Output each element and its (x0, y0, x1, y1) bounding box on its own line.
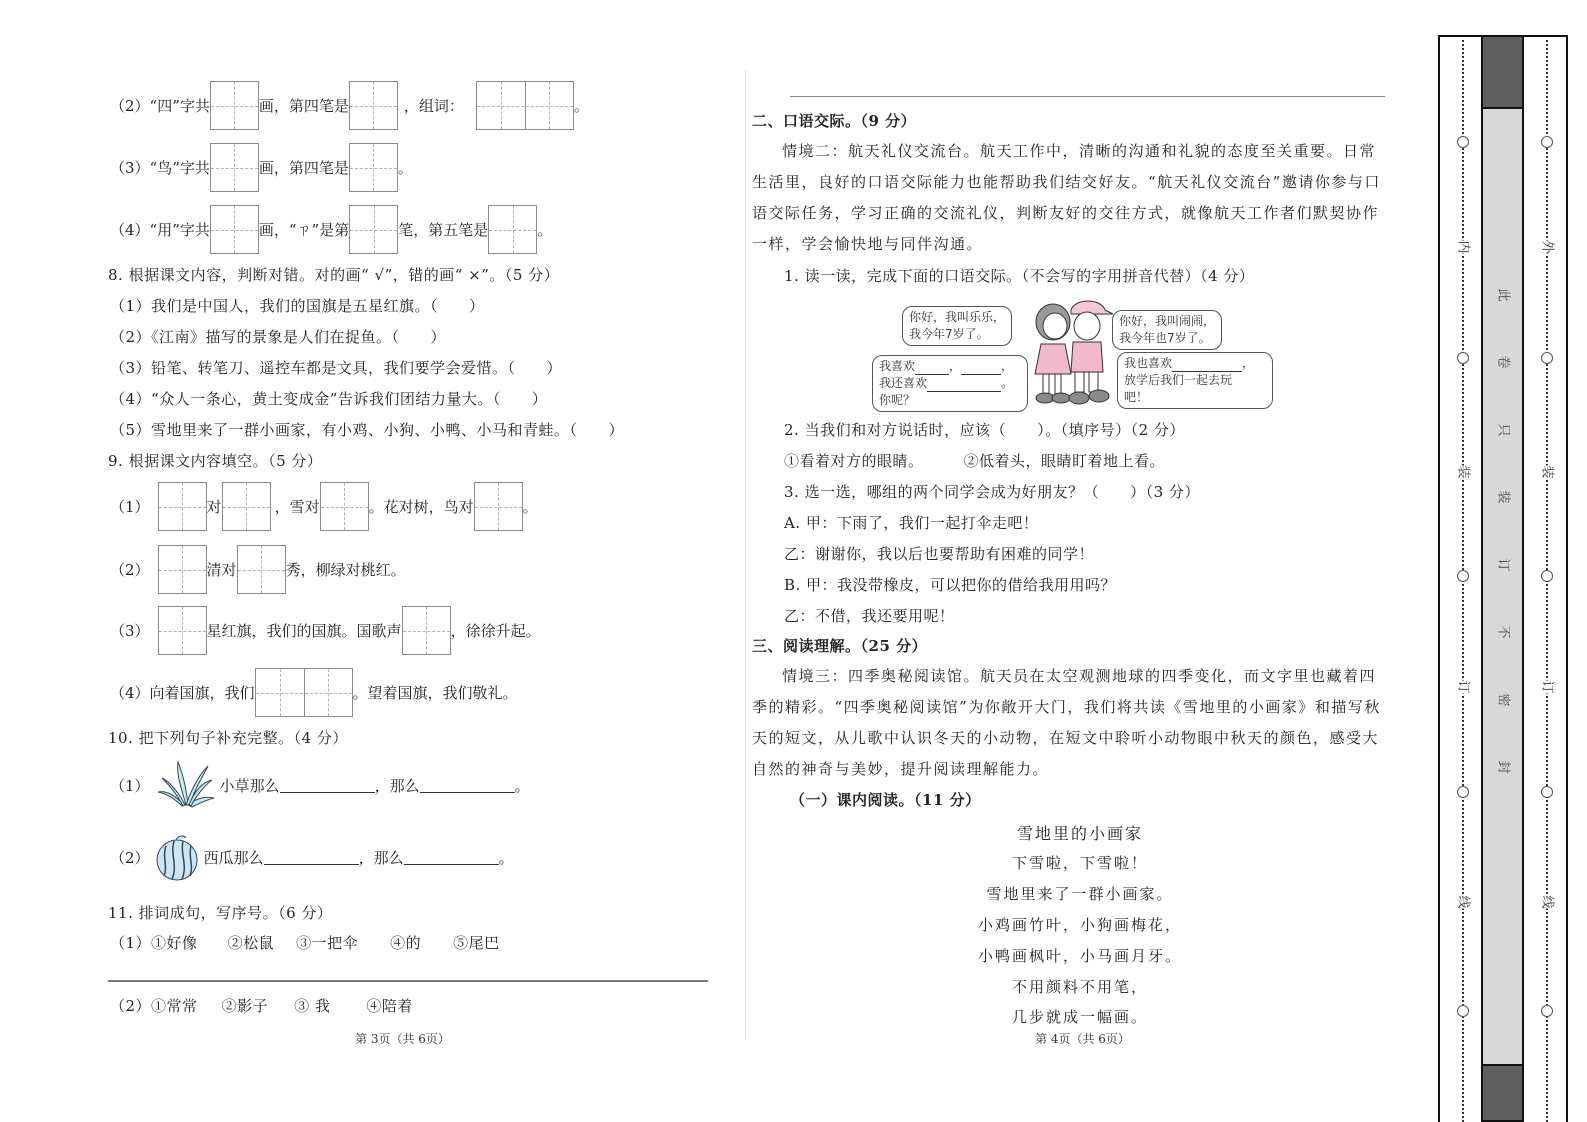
poem-line: 下雪啦，下雪啦！ (1011, 854, 1148, 872)
notice-char: 只 (1495, 423, 1511, 437)
answer-box[interactable] (349, 205, 398, 254)
q3-option-a-yi: 乙：谢谢你，我以后也要帮助有困难的同学！ (784, 545, 1095, 563)
top-rule (790, 96, 1385, 97)
q2-options (784, 451, 1165, 471)
fill-blank[interactable] (404, 849, 499, 865)
inner-label-char: 线 (1455, 895, 1471, 909)
q10-item-1: （1） 小草那么 ，那么 。 (110, 760, 530, 810)
answer-box[interactable] (158, 545, 207, 594)
outer-label-char: 外 (1539, 240, 1555, 254)
q8-item: （2）《江南》描写的景象是人们在捉鱼。（ ） (110, 328, 447, 346)
section-2-intro: 情境二：航天礼仪交流台。航天工作中，清晰的沟通和礼貌的态度至关重要。日常生活里，良好的口语交际能力也能帮助我们结交好友。“航天礼仪交流台”邀请你参与口语交际任务，学习正确的交流礼仪，判断友好的交往方式，就像航天工作者们默契协作一样，学会愉快地与同伴沟通。 (752, 142, 1381, 253)
notice-char: 订 (1495, 558, 1511, 572)
q9-item-4: （4）向着国旗，我们 。望着国旗，我们敬礼。 (110, 668, 518, 717)
poem-line: 小鸭画枫叶，小马画月牙。 (977, 947, 1182, 965)
notice-char: 密 (1495, 693, 1511, 707)
ring-icon (1541, 136, 1553, 148)
q11-item-2: （2）①常常 ②影子 ③ 我 ④陪着 (110, 997, 413, 1015)
inner-label-char: 装 (1455, 465, 1471, 479)
speech-bubble-naonao: 你好，我叫闹闹， 我今年也7岁了。 (1112, 310, 1222, 350)
q11-title: 11. 排词成句，写序号。（6 分） (108, 904, 333, 922)
section-3-intro: 情境三：四季奥秘阅读馆。航天员在太空观测地球的四季变化，而文字里也藏着四季的精彩。“四季奥秘阅读馆”为你敞开大门，我们将共读《雪地里的小画家》和描写秋天的短文，从儿歌中认识冬天的小动物，在短文中聆听小动物眼中秋天的颜色，感受大自然的神奇与美妙，提升阅读理解能力。 (752, 667, 1381, 778)
inner-label-char: 内 (1455, 240, 1471, 254)
fill-blank[interactable] (280, 777, 375, 793)
q2-title: 2. 当我们和对方说话时，应该（ ）。（填序号）（2 分） (784, 421, 1185, 439)
outer-label-char: 订 (1539, 680, 1555, 694)
answer-box-double[interactable] (476, 81, 574, 130)
speech-bubble-blank-left: 我喜欢 ， ， 我还喜欢 。 你呢？ (872, 355, 1028, 412)
poem-title: 雪地里的小画家 (1016, 824, 1143, 843)
answer-box[interactable] (474, 482, 523, 531)
q3-option-b-jia: B. 甲：我没带橡皮，可以把你的借给我用用吗？ (784, 576, 1117, 594)
subsection-title: （一）课内阅读。（11 分） (790, 791, 981, 809)
notice-char: 不 (1495, 625, 1511, 639)
answer-box[interactable] (320, 482, 369, 531)
q7-item-3: （3）“鸟”字共 画，第四笔是 。 (110, 143, 413, 192)
speech-bubble-lele: 你好，我叫乐乐， 我今年7岁了。 (902, 306, 1012, 346)
fill-blank[interactable] (927, 380, 1001, 392)
answer-box[interactable] (349, 143, 398, 192)
q9-item-2: （2） 清对 秀，柳绿对桃红。 (110, 545, 406, 594)
poem-line: 不用颜料不用笔， (1011, 978, 1148, 996)
ring-icon (1457, 352, 1469, 364)
q1-title: 1. 读一读，完成下面的口语交际。（不会写的字用拼音代替）（4 分） (784, 267, 1255, 285)
notice-char: 装 (1495, 490, 1511, 504)
children-icon (1025, 296, 1115, 408)
inner-label-char: 订 (1455, 680, 1471, 694)
fill-blank[interactable] (264, 849, 359, 865)
q9-title: 9. 根据课文内容填空。（5 分） (108, 452, 323, 470)
answer-box[interactable] (488, 205, 537, 254)
ring-icon (1541, 1005, 1553, 1017)
page-number: 第 4页（共 6页） (1035, 1032, 1130, 1046)
section-2-title: 二、口语交际。（9 分） (752, 112, 917, 130)
poem-line: 小鸡画竹叶，小狗画梅花， (977, 916, 1182, 934)
q8-title: 8. 根据课文内容，判断对错。对的画“ √”，错的画“ ×”。（5 分） (108, 266, 560, 284)
answer-box[interactable] (158, 606, 207, 655)
poem-line: 雪地里来了一群小画家。 (986, 885, 1174, 903)
fill-blank[interactable] (420, 777, 515, 793)
q8-item: （1）我们是中国人，我们的国旗是五星红旗。（ ） (110, 297, 485, 315)
q2-option-2: ②低着头，眼睛盯着地上看。 (963, 452, 1166, 470)
page-divider (745, 70, 746, 1040)
q7-item-4: （4）“用”字共 画，“ㄗ”是第 笔，第五笔是 。 (110, 205, 552, 254)
section-3-title: 三、阅读理解。（25 分） (752, 637, 928, 655)
fill-blank[interactable] (1172, 360, 1242, 372)
answer-box[interactable] (158, 482, 207, 531)
notice-char: 封 (1495, 760, 1511, 774)
grass-icon (156, 760, 216, 810)
binding-dark-block-bottom (1481, 1064, 1524, 1122)
fill-blank[interactable] (915, 363, 949, 375)
q9-item-3: （3） 星红旗，我们的国旗。国歌声 ，徐徐升起。 (110, 606, 541, 655)
q10-item-2: （2） 西瓜那么 ，那么 。 (110, 832, 514, 882)
outer-label-char: 线 (1539, 895, 1555, 909)
answer-box[interactable] (210, 81, 259, 130)
answer-box[interactable] (210, 143, 259, 192)
answer-box[interactable] (222, 482, 271, 531)
answer-box[interactable] (210, 205, 259, 254)
outer-label-char: 装 (1539, 465, 1555, 479)
answer-line[interactable] (108, 980, 708, 982)
ring-icon (1457, 786, 1469, 798)
answer-box[interactable] (349, 81, 398, 130)
q8-item: （3）铅笔、转笔刀、遥控车都是文具，我们要学会爱惜。（ ） (110, 359, 563, 377)
notice-char: 此 (1495, 288, 1511, 302)
q2-option-1: ①看着对方的眼睛。 (784, 452, 924, 470)
fill-blank[interactable] (961, 363, 1001, 375)
binding-dark-block-top (1481, 35, 1524, 109)
q7-item-2: （2）“四”字共 画，第四笔是 ，组词： 。 (110, 81, 589, 130)
q11-item-1: （1）①好像 ②松鼠 ③一把伞 ④的 ⑤尾巴 (110, 934, 500, 952)
notice-char: 卷 (1495, 355, 1511, 369)
ring-icon (1457, 570, 1469, 582)
q9-item-1: （1） 对 ，雪对 。花对树，鸟对 。 (110, 482, 538, 531)
page-number: 第 3页（共 6页） (355, 1032, 450, 1046)
speech-bubble-blank-right: 我也喜欢 ， 放学后我们一起去玩 吧！ (1117, 352, 1273, 409)
watermelon-icon (152, 832, 202, 882)
ring-icon (1457, 1005, 1469, 1017)
ring-icon (1457, 136, 1469, 148)
q3-title: 3. 选一选，哪组的两个同学会成为好朋友？（ ）（3 分） (784, 483, 1200, 501)
q8-item: （5）雪地里来了一群小画家，有小鸡、小狗、小鸭、小马和青蛙。（ ） (110, 421, 625, 439)
ring-icon (1541, 352, 1553, 364)
q3-option-a-jia: A. 甲：下雨了，我们一起打伞走吧！ (784, 514, 1039, 532)
answer-box-double[interactable] (255, 668, 353, 717)
q3-option-b-yi: 乙：不借，我还要用呢！ (784, 607, 955, 625)
ring-icon (1541, 786, 1553, 798)
answer-box[interactable] (402, 606, 451, 655)
ring-icon (1541, 570, 1553, 582)
q8-item: （4）“众人一条心，黄土变成金”告诉我们团结力量大。（ ） (110, 390, 548, 408)
q10-title: 10. 把下列句子补充完整。（4 分） (108, 729, 348, 747)
answer-box[interactable] (237, 545, 286, 594)
poem-line: 几步就成一幅画。 (1011, 1008, 1148, 1026)
binding-gray-band (1481, 35, 1524, 1122)
